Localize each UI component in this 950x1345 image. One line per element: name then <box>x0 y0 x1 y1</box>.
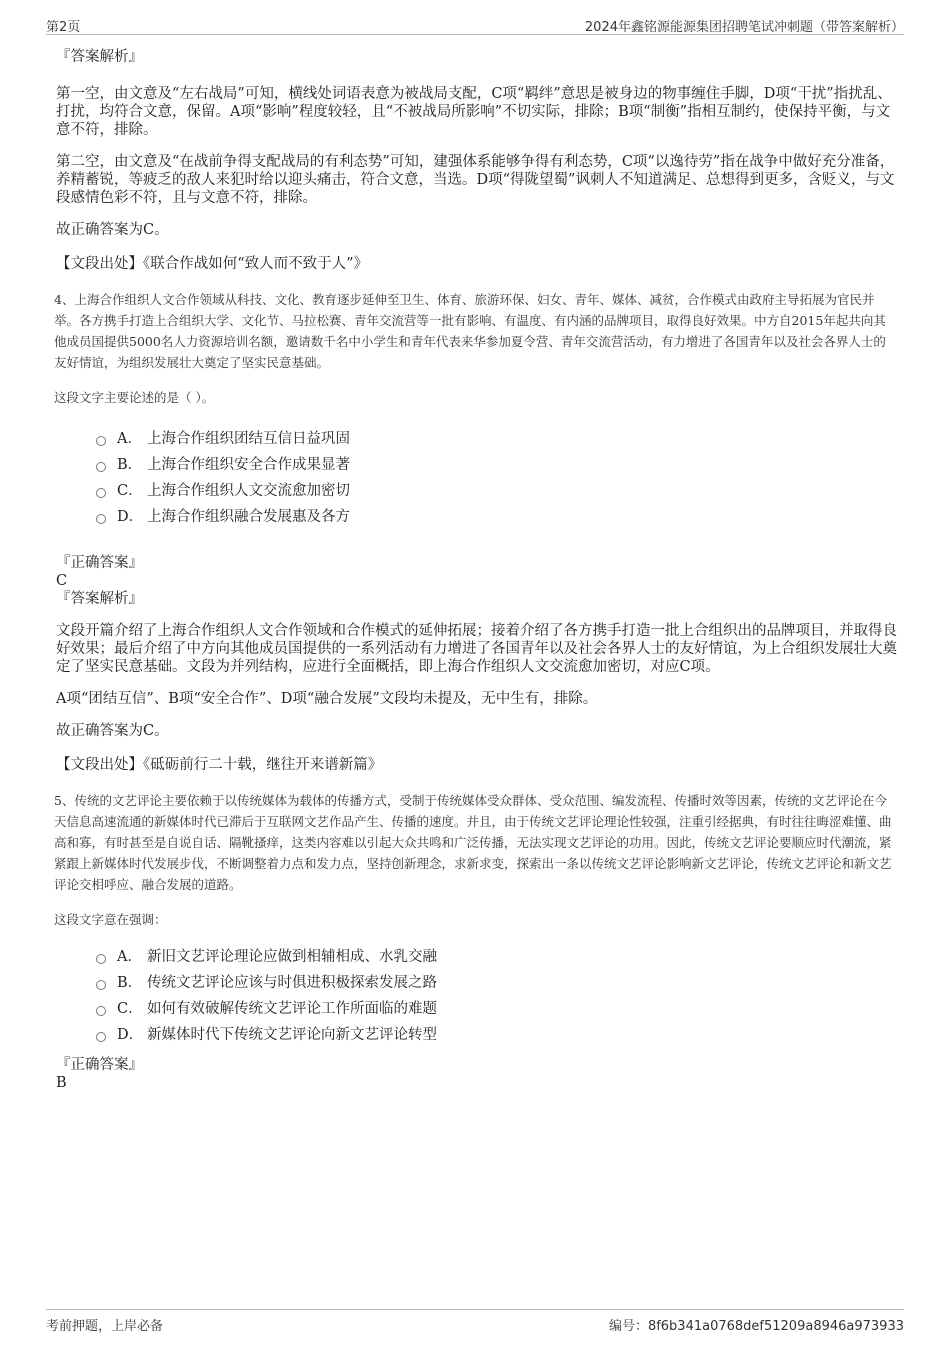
option-text: 上海合作组织人文交流愈加密切 <box>147 483 350 499</box>
q3-conclusion: 故正确答案为C。 <box>56 222 169 238</box>
q4-answer-label: 『正确答案』 <box>56 555 143 571</box>
option-text: 传统文艺评论应该与时俱进积极探索发展之路 <box>147 975 437 991</box>
option-letter: D． <box>117 509 144 525</box>
footer-slogan: 考前押题，上岸必备 <box>46 1319 164 1334</box>
q4-option-d[interactable] <box>96 504 898 530</box>
q4-analysis-label: 『答案解析』 <box>56 591 143 607</box>
page-header <box>46 14 904 35</box>
q4-option-a[interactable] <box>96 426 898 452</box>
q5-options <box>56 944 898 1048</box>
option-letter: A． <box>117 431 142 447</box>
q4-option-c[interactable] <box>96 478 898 504</box>
option-text: 上海合作组织安全合作成果显著 <box>147 457 350 473</box>
q4-analysis-para1: 文段开篇介绍了上海合作组织人文合作领域和合作模式的延伸拓展；接着介绍了各方携手打造一批上合组织出的品牌项目，并取得良好效果；最后介绍了中方向其他成员国提供的一系列活动有力增进了各国青年以及社会各界人士的友好情谊，为上合组织发展壮大奠定了坚实民意基础。文段为并列结构，应进行全面概括，即上海合作组织人文交流愈加密切，对应C项。 <box>56 623 897 675</box>
q5-answer: B <box>56 1075 67 1091</box>
q3-analysis-para2: 第二空，由文意及“在战前争得支配战局的有利态势”可知，建强体系能够争得有利态势，C项“以逸待劳”指在战争中做好充分准备，养精蓄锐，等疲乏的敌人来犯时给以迎头痛击，符合文意，当选。D项“得陇望蜀”讽刺人不知道满足、总想得到更多，含贬义，与文段感情色彩不符，且与文意不符，排除。 <box>56 154 895 206</box>
option-letter: A． <box>117 949 142 965</box>
q4-analysis-para2: A项“团结互信”、B项“安全合作”、D项“融合发展”文段均未提及，无中生有，排除。 <box>56 691 598 707</box>
q4-option-b[interactable] <box>96 452 898 478</box>
option-letter: C． <box>117 483 143 499</box>
radio-icon[interactable] <box>96 462 106 472</box>
radio-icon[interactable] <box>96 1032 106 1042</box>
option-text: 新媒体时代下传统文艺评论向新文艺评论转型 <box>147 1027 437 1043</box>
option-text: 上海合作组织团结互信日益巩固 <box>147 431 350 447</box>
q4-source: 【文段出处】《砥砺前行二十载，继往开来谱新篇》 <box>56 757 383 773</box>
page-content <box>56 44 898 1092</box>
document-id: 编号：8f6b341a0768def51209a8946a973933 <box>608 1319 904 1334</box>
q4-conclusion: 故正确答案为C。 <box>56 723 169 739</box>
page-number: 第2页 <box>46 20 81 35</box>
q4-stem: 4、上海合作组织人文合作领域从科技、文化、教育逐步延伸至卫生、体育、旅游环保、妇女、青年、媒体、减贫，合作模式由政府主导拓展为官民并举。各方携手打造上合组织大学、文化节、马拉松赛、青年交流营等一批有影响、有温度、有内涵的品牌项目，取得良好效果。中方自2015年起共向其他成员国提供5000名人力资源培训名额，邀请数千名中小学生和青年代表来华参加夏令营、青年交流营活动，有力增进了各国青年以及社会各界人士的友好情谊，为组织发展壮大奠定了坚实民意基础。 <box>54 292 886 370</box>
q5-stem: 5、传统的文艺评论主要依赖于以传统媒体为载体的传播方式，受制于传统媒体受众群体、受众范围、编发流程、传播时效等因素，传统的文艺评论在今天信息高速流通的新媒体时代已滞后于互联网文艺作品产生、传播的速度。并且，由于传统文艺评论理论性较强，注重引经据典，有时往往晦涩难懂、曲高和寡，有时甚至是自说自话、隔靴搔痒，这类内容难以引起大众共鸣和广泛传播，无法实现文艺评论的功用。因此，传统文艺评论要顺应时代潮流，紧紧跟上新媒体时代发展步伐，不断调整着力点和发力点，坚持创新理念，求新求变，探索出一条以传统文艺评论影响新文艺评论，传统文艺评论和新文艺评论交相呼应、融合发展的道路。 <box>54 793 892 892</box>
q4-question: 这段文字主要论述的是（ ）。 <box>54 390 215 405</box>
option-letter: B． <box>117 975 143 991</box>
option-letter: C． <box>117 1001 143 1017</box>
q4-options <box>56 426 898 530</box>
q5-answer-label: 『正确答案』 <box>56 1057 143 1073</box>
option-letter: D． <box>117 1027 144 1043</box>
option-text: 如何有效破解传统文艺评论工作所面临的难题 <box>147 1001 437 1017</box>
option-text: 上海合作组织融合发展惠及各方 <box>147 509 350 525</box>
q5-option-a[interactable] <box>96 944 898 970</box>
q3-source: 【文段出处】《联合作战如何“致人而不致于人”》 <box>56 256 369 272</box>
q5-option-b[interactable] <box>96 970 898 996</box>
radio-icon[interactable] <box>96 514 106 524</box>
radio-icon[interactable] <box>96 980 106 990</box>
q5-option-c[interactable] <box>96 996 898 1022</box>
radio-icon[interactable] <box>96 436 106 446</box>
q3-analysis-para1: 第一空，由文意及“左右战局”可知，横线处词语表意为被战局支配，C项“羁绊”意思是被身边的物事缠住手脚，D项“干扰”指扰乱、打扰，均符合文意，保留。A项“影响”程度较轻，且“不被战局所影响”不切实际，排除；B项“制衡”指相互制约，使保持平衡，与文意不符，排除。 <box>56 86 892 138</box>
radio-icon[interactable] <box>96 488 106 498</box>
radio-icon[interactable] <box>96 954 106 964</box>
page-footer <box>46 1309 904 1332</box>
radio-icon[interactable] <box>96 1006 106 1016</box>
q3-analysis-label: 『答案解析』 <box>56 49 143 65</box>
option-letter: B． <box>117 457 143 473</box>
option-text: 新旧文艺评论理论应做到相辅相成、水乳交融 <box>147 949 437 965</box>
q5-question: 这段文字意在强调： <box>54 912 167 927</box>
document-title: 2024年鑫铭源能源集团招聘笔试冲刺题（带答案解析） <box>584 20 904 35</box>
q5-option-d[interactable] <box>96 1022 898 1048</box>
q4-answer: C <box>56 573 68 589</box>
